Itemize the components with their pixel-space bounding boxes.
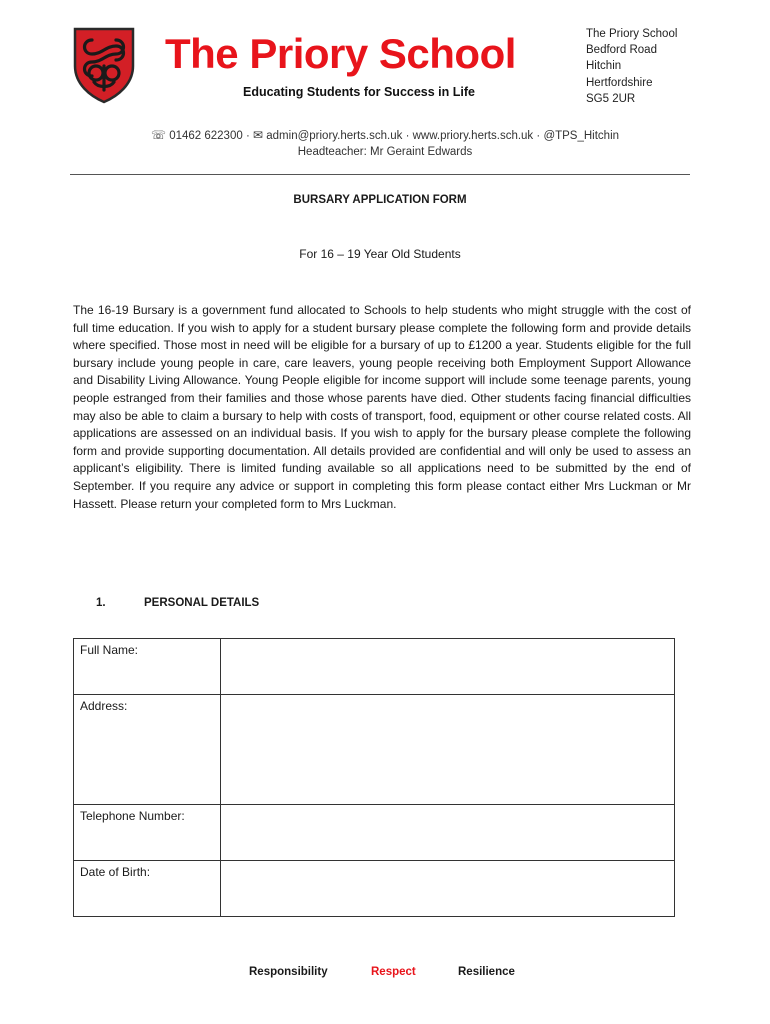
address-field[interactable] [221,695,675,805]
separator: · [536,130,541,142]
school-address [586,26,677,107]
table-row [74,805,675,861]
school-name: The Priory School [165,30,516,77]
twitter-handle[interactable]: @TPS_Hitchin [543,130,620,142]
email-icon: ✉ [253,128,264,142]
full-name-field[interactable] [221,639,675,695]
form-subtitle: For 16 – 19 Year Old Students [299,247,461,261]
intro-paragraph: The 16-19 Bursary is a government fund allocated to Schools to help students who might struggle with the cost of full time education. If you wish to apply for a student bursary please complete the following form and provide details where specified. Those most in need will be eligible for a bursary of up to £1200 a year. Students eligible for the full bursary include young people in care, care leavers, young people receiving both Employment Support Allowance and Disability Living Allowance. Young People eligible for income support will include some teenage parents, young people estranged from their families and those whose parents have died. Other students facing financial difficulties may also be able to claim a bursary to help with costs of transport, food, equipment or other course related costs. All applications are assessed on an individual basis. If you wish to apply for the bursary please complete the following form and provide supporting documentation. All details provided are confidential and will only be used to assess an applicant’s eligibility. There is limited funding available so all applications need to be submitted by the end of September. If you require any advice or support in completing this form please contact either Mrs Luckman or Mr Hassett. Please return your completed form to Mrs Luckman. [73,303,691,511]
table-row [74,861,675,917]
footer-value-respect: Respect [371,966,416,978]
headteacher-line: Headteacher: Mr Geraint Edwards [297,146,473,158]
personal-details-table [73,638,675,917]
date-of-birth-field[interactable] [221,861,675,917]
table-row [74,695,675,805]
telephone-field[interactable] [221,805,675,861]
address-line: The Priory School [586,28,678,40]
footer-value-responsibility: Responsibility [249,966,328,978]
address-line: Hitchin [586,60,622,73]
form-title: BURSARY APPLICATION FORM [293,194,467,206]
address-line: SG5 2UR [586,92,636,105]
field-label-telephone: Telephone Number: [74,805,221,861]
separator: · [245,130,250,142]
field-label-full-name: Full Name: [74,639,221,695]
footer-value-resilience: Resilience [458,966,515,978]
school-motto: Educating Students for Success in Life [243,85,475,99]
address-line: Hertfordshire [586,76,653,89]
section-number: 1. [96,597,106,609]
address-line: Bedford Road [586,44,657,57]
phone-number: 01462 622300 [169,130,243,142]
field-label-dob: Date of Birth: [74,861,221,917]
contact-line [0,128,770,142]
table-row [74,639,675,695]
field-label-address: Address: [74,695,221,805]
header-divider [70,174,690,175]
email-address: admin@priory.herts.sch.uk [266,130,403,142]
phone-icon: ☏ [150,128,166,142]
separator: · [405,130,410,142]
website-link[interactable]: www.priory.herts.sch.uk [412,130,534,142]
section-title: PERSONAL DETAILS [144,597,260,609]
school-crest-logo [72,26,136,104]
